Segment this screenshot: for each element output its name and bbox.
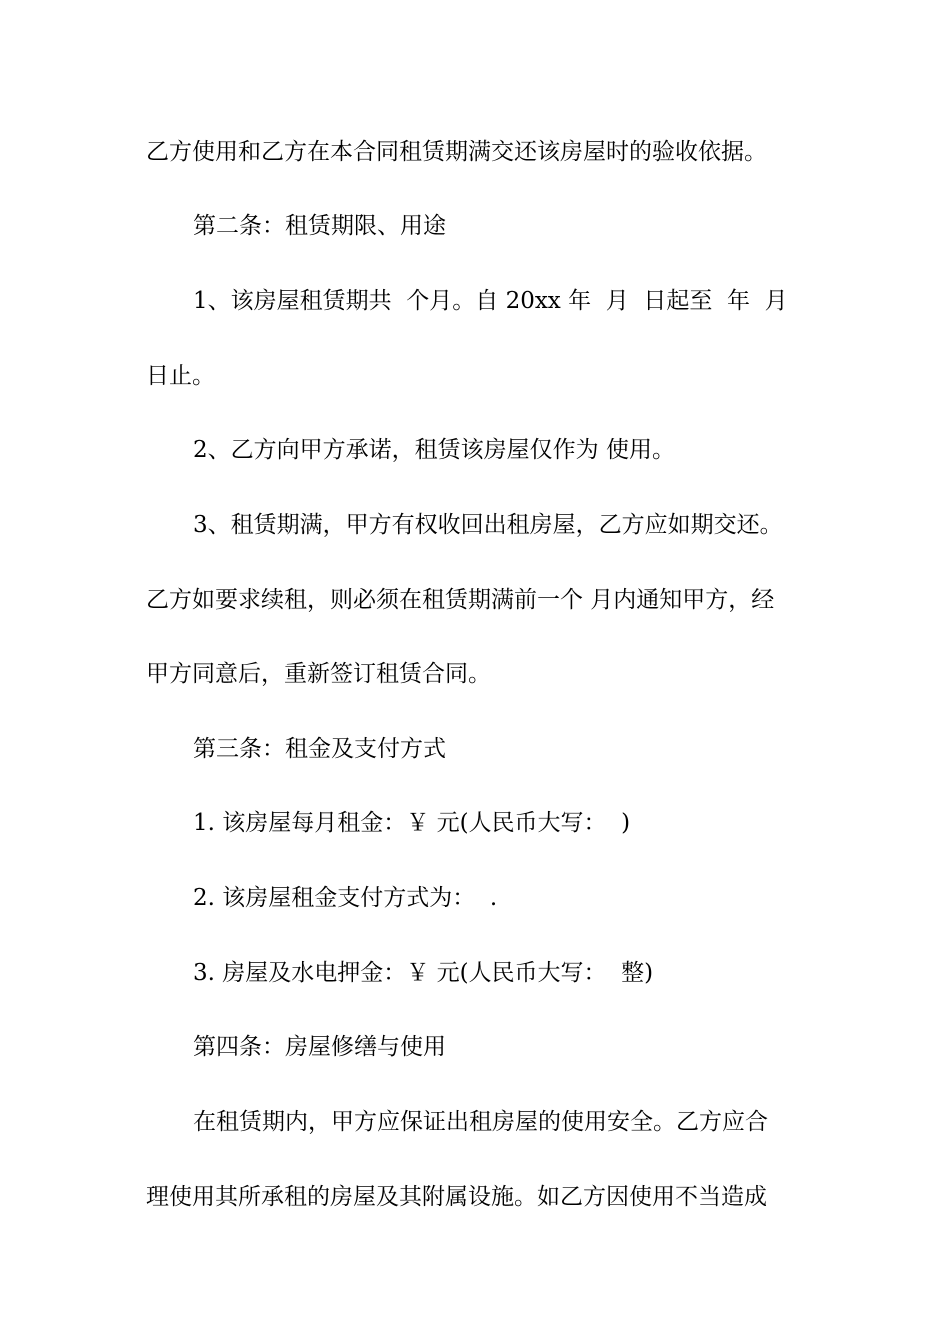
paragraph-line: 在租赁期内，甲方应保证出租房屋的使用安全。乙方应合 — [193, 1109, 768, 1135]
paragraph-line: 2. 该房屋租金支付方式为： . — [193, 885, 498, 911]
paragraph-line: 日止。 — [146, 363, 215, 389]
paragraph-line: 3. 房屋及水电押金：￥ 元(人民币大写： 整) — [193, 960, 654, 986]
section-heading: 第二条：租赁期限、用途 — [193, 213, 446, 239]
paragraph-line: 乙方使用和乙方在本合同租赁期满交还该房屋时的验收依据。 — [146, 139, 767, 165]
paragraph-line: 3、租赁期满，甲方有权收回出租房屋，乙方应如期交还。 — [193, 512, 783, 538]
paragraph-line: 乙方如要求续租，则必须在租赁期满前一个 月内通知甲方，经 — [146, 587, 775, 613]
paragraph-line: 1. 该房屋每月租金：￥ 元(人民币大写： ) — [193, 810, 631, 836]
paragraph-line: 甲方同意后，重新签订租赁合同。 — [146, 661, 491, 687]
paragraph-line: 1、该房屋租赁期共 个月。自 20xx 年 月 日起至 年 月 — [193, 288, 788, 314]
paragraph-line: 2、乙方向甲方承诺，租赁该房屋仅作为 使用。 — [193, 437, 675, 463]
section-heading: 第三条：租金及支付方式 — [193, 736, 446, 762]
paragraph-line: 理使用其所承租的房屋及其附属设施。如乙方因使用不当造成 — [146, 1184, 767, 1210]
section-heading: 第四条：房屋修缮与使用 — [193, 1034, 446, 1060]
